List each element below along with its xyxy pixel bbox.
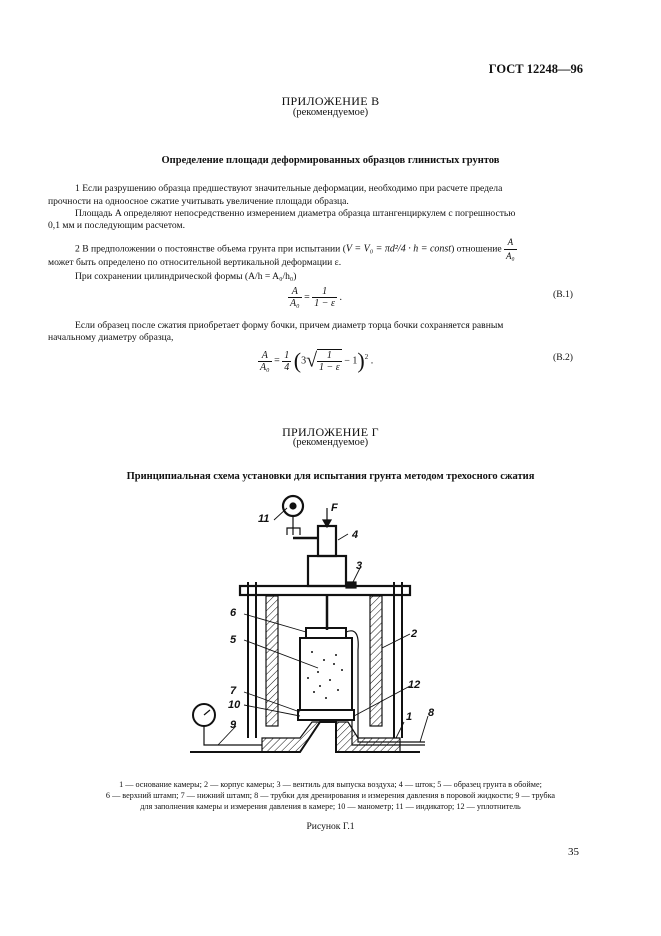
figure-caption-line2: 6 — верхний штамп; 7 — нижний штамп; 8 — трубки для дренирования и измерения давления в поровой жидкости; 9 — трубка bbox=[105, 791, 556, 800]
appendix-g-heading: Принципиальная схема установки для испытания грунта методом трехосного сжатия bbox=[126, 471, 535, 482]
appendix-v-note: (рекомендуемое) bbox=[292, 107, 369, 118]
para1-line1: 1 Если разрушению образца предшествуют значительные деформации, необходимо при расчете предела bbox=[75, 183, 503, 194]
eq2-lhs-num: A bbox=[258, 350, 272, 362]
eq2-lhs bbox=[258, 350, 272, 373]
label-F: F bbox=[331, 502, 338, 514]
equation-b1: $\frac{A}{\text{A₀}}$ = $\frac{1}{1 - \varepsilon}$ . bbox=[290, 286, 342, 309]
appendix-v-heading: Определение площади деформированных образцов глинистых грунтов bbox=[161, 155, 500, 166]
appendix-g-note: (рекомендуемое) bbox=[292, 437, 369, 448]
label-10: 10 bbox=[228, 699, 241, 711]
label-6: 6 bbox=[230, 607, 237, 619]
rod bbox=[318, 526, 336, 556]
eq1-lhs-num: A bbox=[288, 286, 302, 298]
label-8: 8 bbox=[428, 707, 435, 719]
area-ratio-num: A bbox=[504, 236, 517, 250]
eq1-rhs bbox=[312, 286, 337, 309]
standard-header: ГОСТ 12248—96 bbox=[488, 62, 583, 76]
figure-name: Рисунок Г.1 bbox=[306, 821, 355, 832]
label-5: 5 bbox=[230, 634, 237, 646]
triaxial-apparatus-diagram bbox=[180, 488, 435, 768]
area-ratio-den: A₀ bbox=[506, 251, 515, 261]
soil-specimen bbox=[300, 638, 352, 710]
para5-line1: Если образец после сжатия приобретает форму бочки, причем диаметр торца бочки сохраняется равным bbox=[75, 320, 504, 331]
para2-line2: 0,1 мм и последующим расчетом. bbox=[48, 220, 186, 231]
figure-caption-line3: для заполнения камеры и измерения давления в камере; 10 — манометр; 11 — индикатор; 12 — уплотнитель bbox=[140, 802, 521, 811]
label-7: 7 bbox=[230, 685, 237, 697]
label-11: 11 bbox=[258, 513, 270, 525]
eq1-rhs-den: 1 − ε bbox=[314, 298, 335, 309]
para3-text-b: ) отношение bbox=[451, 243, 502, 255]
label-4: 4 bbox=[352, 529, 359, 541]
eq2-lhs-den: A₀ bbox=[260, 361, 270, 373]
para1-line2: прочности на одноосное сжатие учитывать увеличение площади образца. bbox=[48, 196, 349, 207]
air-valve bbox=[346, 582, 356, 588]
label-3: 3 bbox=[356, 560, 363, 572]
label-2: 2 bbox=[411, 628, 418, 640]
appendix-g-title: ПРИЛОЖЕНИЕ Г bbox=[282, 425, 379, 439]
para4-line: При сохранении цилиндрической формы (A/h = A₀/h₀) bbox=[75, 271, 297, 282]
label-9: 9 bbox=[230, 719, 237, 731]
eq2-label: (В.2) bbox=[553, 352, 573, 363]
eq1-lhs-den: A₀ bbox=[290, 298, 300, 309]
appendix-v-title: ПРИЛОЖЕНИЕ В bbox=[281, 94, 380, 108]
top-plate bbox=[240, 586, 410, 595]
area-ratio bbox=[504, 236, 517, 263]
eq1-label: (В.1) bbox=[553, 289, 573, 300]
chamber-wall-left bbox=[266, 596, 278, 726]
load-cell bbox=[308, 556, 346, 586]
eq1-lhs bbox=[288, 286, 302, 309]
para3-text-a: 2 В предположении о постоянстве объема грунта при испытании ( bbox=[75, 243, 346, 255]
label-1: 1 bbox=[406, 711, 413, 723]
eq1-rhs-num: 1 bbox=[312, 286, 337, 298]
equation-b2: $\frac{A}{\text{A₀}}$ = $\frac{1}{4}$ (3√ $\frac{1}{1 - \varepsilon}$ − 1)$^2$ . bbox=[260, 348, 374, 373]
volume-formula: V = V₀ = πd²/4 · h = const bbox=[345, 243, 452, 255]
para2-line1: Площадь A определяют непосредственно измерением диаметра образца штангенциркулем с погрешностью bbox=[75, 208, 516, 219]
eq2-quarter: $\frac{1}{4}$ bbox=[284, 349, 290, 373]
bottom-cap bbox=[298, 710, 354, 720]
figure-caption-line1: 1 — основание камеры; 2 — корпус камеры; 3 — вентиль для выпуска воздуха; 4 — шток; 5 — образец грунта в обойме; bbox=[119, 780, 542, 789]
page-number: 35 bbox=[568, 846, 579, 858]
para5-line2: начальному диаметру образца, bbox=[48, 332, 174, 343]
para3-line2: может быть определено по относительной вертикальной деформации ε. bbox=[48, 257, 342, 268]
label-12: 12 bbox=[408, 679, 421, 691]
